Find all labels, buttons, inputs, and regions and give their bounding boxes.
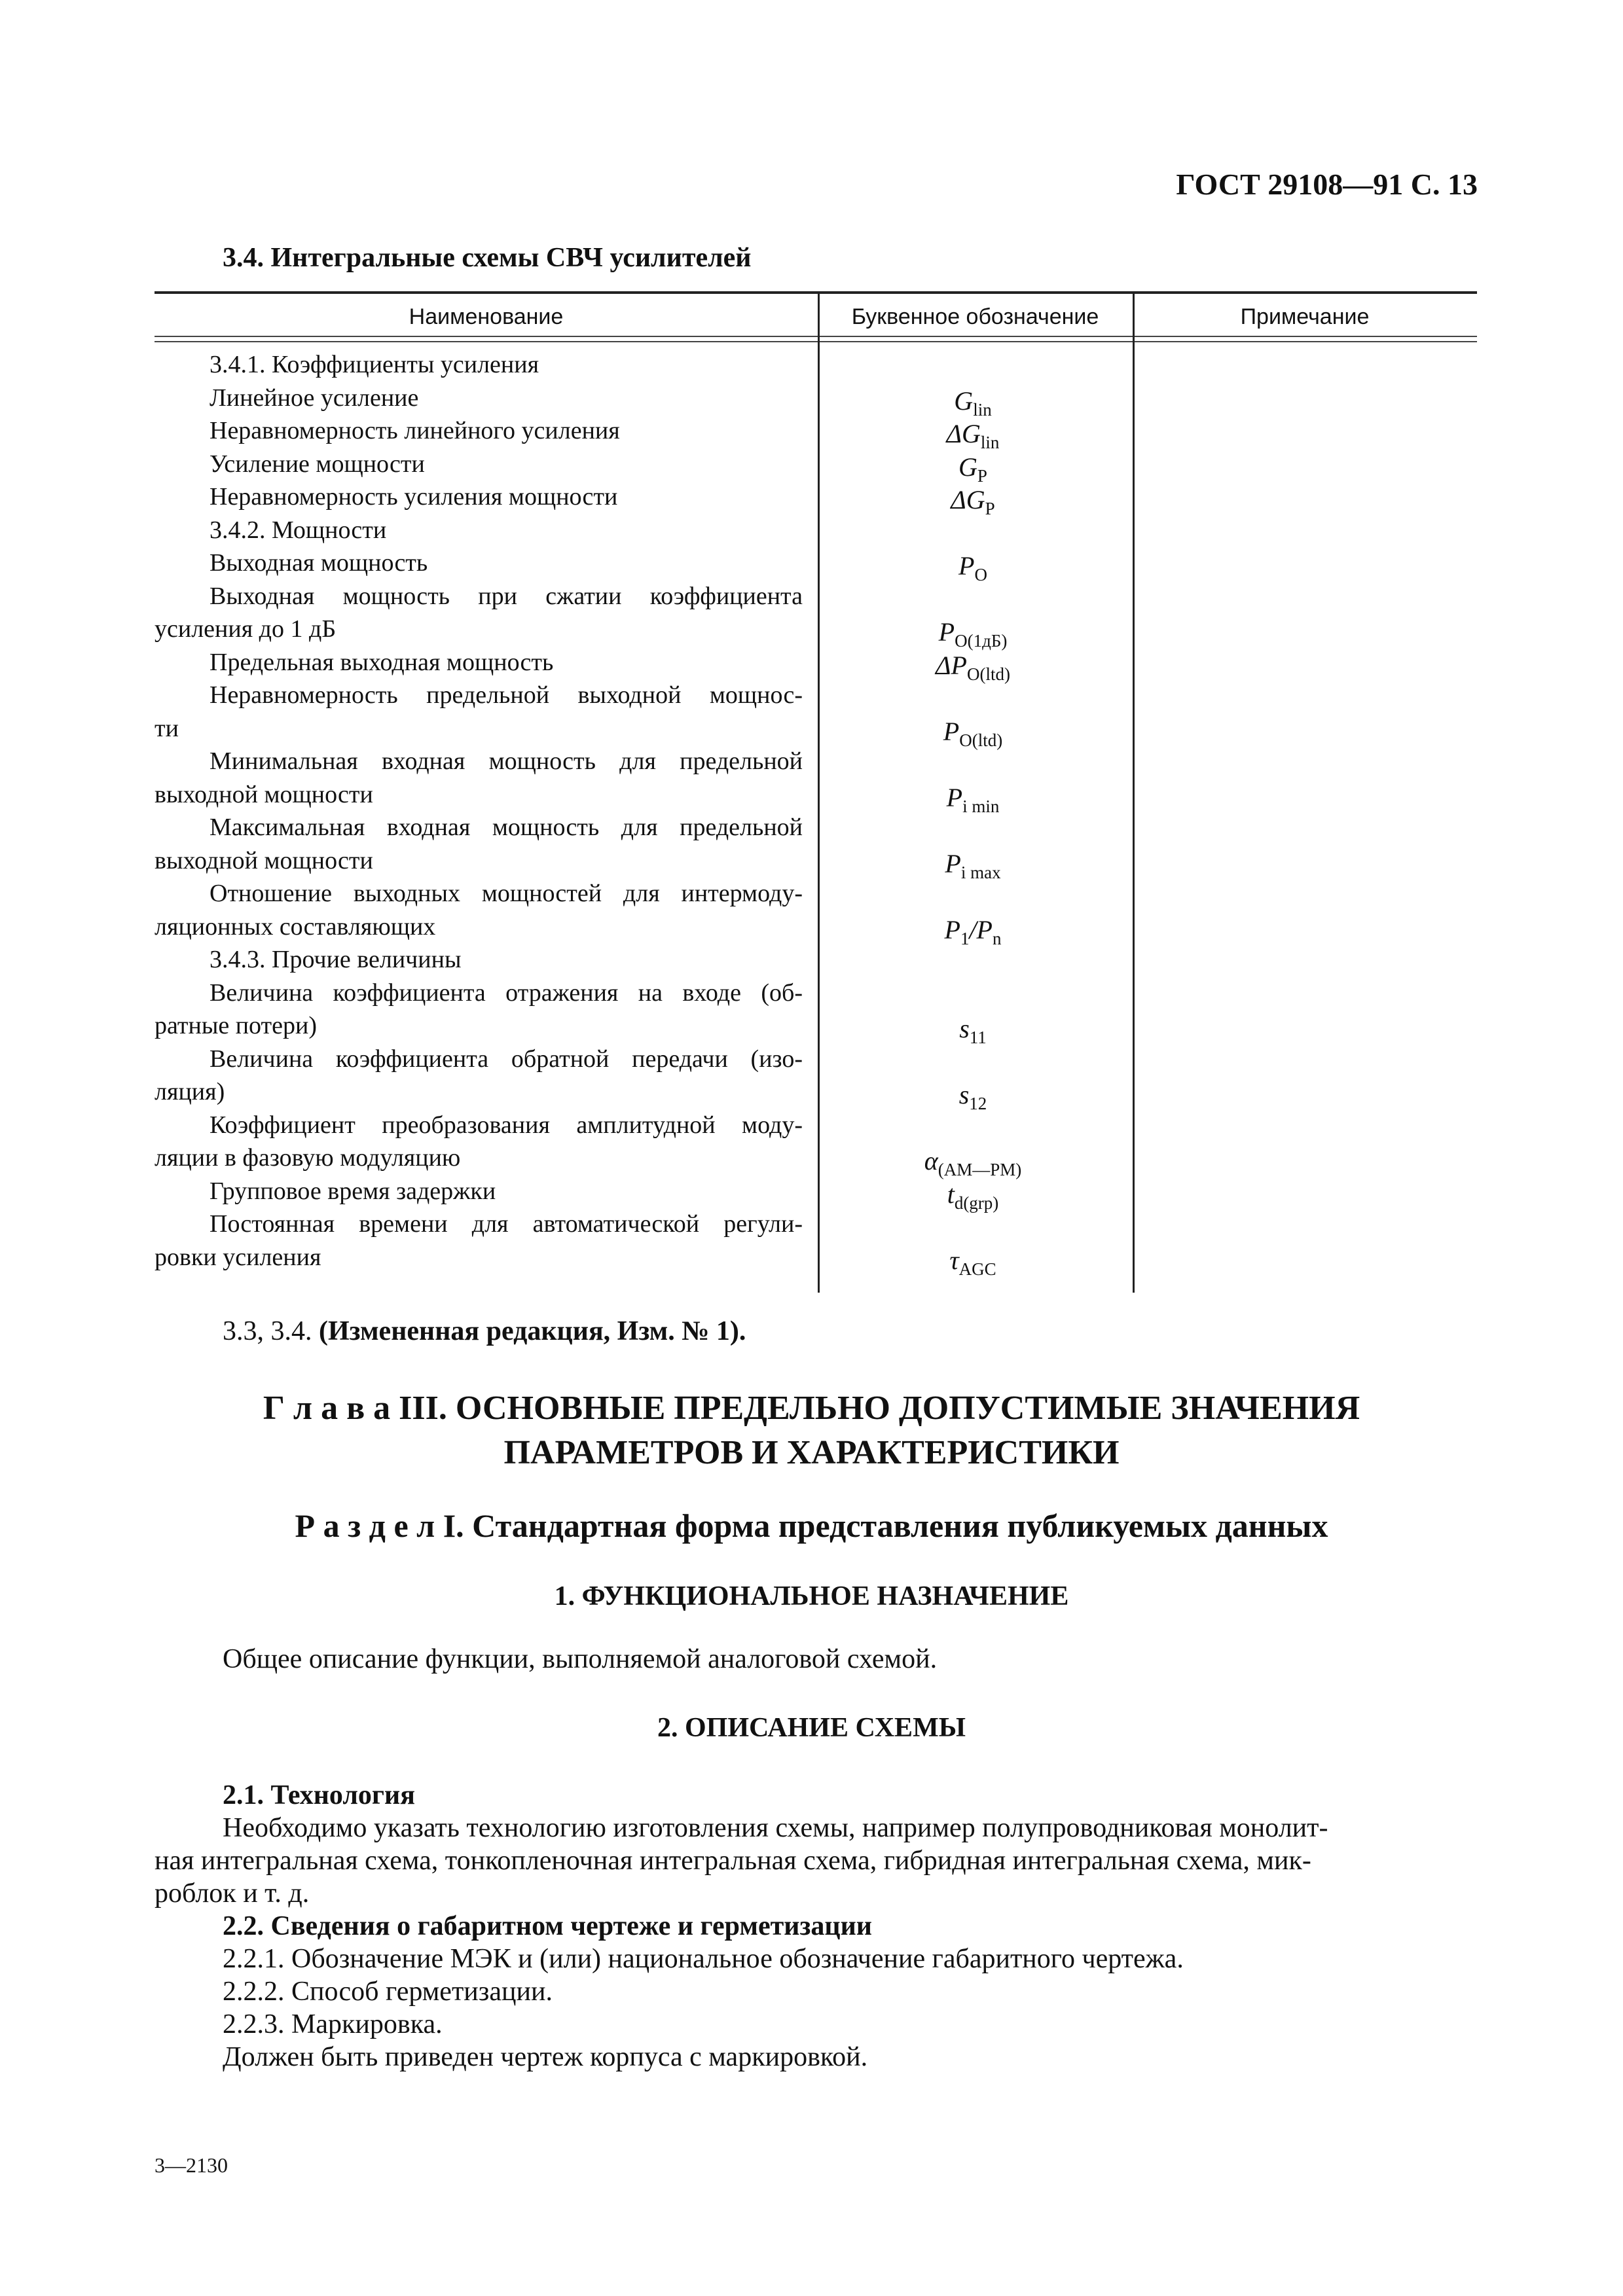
section21-line: Необходимо указать технологию изготовления схемы, например полупроводниковая монолит- (223, 1813, 1328, 1843)
section22-item: 2.2.1. Обозначение МЭК и (или) национальное обозначение габаритного чертежа. (223, 1944, 1184, 1974)
chapter-title-line1: Г л а в а III. ОСНОВНЫЕ ПРЕДЕЛЬНО ДОПУСТИМЫЕ ЗНАЧЕНИЯ (263, 1390, 1360, 1427)
section22-item: 2.2.2. Способ герметизации. (223, 1977, 553, 2007)
page-footer: 3—2130 (155, 2153, 228, 2177)
table-name-line: Групповое время задержки (210, 1177, 496, 1205)
table-name-line: выходной мощности (155, 780, 373, 808)
section22-item: Должен быть приведен чертеж корпуса с маркировкой. (223, 2042, 868, 2072)
amendment-prefix: 3.3, 3.4. (223, 1316, 312, 1346)
table-name-line: ляции в фазовую модуляцию (155, 1144, 461, 1172)
table-name-line: Минимальная входная мощность для предельной (210, 747, 803, 775)
table-name-line: ляционных составляющих (155, 912, 436, 941)
table-name-line: Максимальная входная мощность для предельной (210, 814, 803, 841)
table-symbol: $\tau_{AGC}$ (949, 1245, 996, 1279)
table-symbol: $P_1/P_n$ (944, 914, 1002, 948)
table-symbol: $\alpha_{(AM—PM)}$ (924, 1146, 1022, 1179)
table-symbol: $P_{O(1дБ)}$ (938, 617, 1008, 651)
table-symbol: $G_P$ (958, 452, 987, 486)
section22-title: 2.2. Сведения о габаритном чертеже и герметизации (223, 1911, 872, 1941)
table-name-line: Неравномерность усиления мощности (210, 483, 618, 511)
page-header: ГОСТ 29108—91 С. 13 (1176, 168, 1478, 201)
table-symbol: $P_{i min}$ (946, 782, 1000, 816)
section1-title: 1. ФУНКЦИОНАЛЬНОЕ НАЗНАЧЕНИЕ (554, 1581, 1069, 1611)
table-name-line: 3.4.1. Коэффициенты усиления (210, 351, 539, 378)
parameters-table (155, 291, 1477, 1293)
table-name-line: Выходная мощность (210, 549, 428, 577)
chapter-title-line2: ПАРАМЕТРОВ И ХАРАКТЕРИСТИКИ (503, 1434, 1120, 1471)
section21-line: ная интегральная схема, тонкопленочная интегральная схема, гибридная интегральная схема, мик- (155, 1846, 1311, 1876)
table-name-line: ратные потери) (155, 1012, 318, 1039)
table-name-line: Усиление мощности (210, 450, 425, 478)
table-name-line: Неравномерность предельной выходной мощнос- (210, 681, 803, 709)
table-name-line: Величина коэффициента отражения на входе (об- (210, 978, 803, 1007)
table-symbol: $P_O$ (958, 551, 987, 584)
table-name-line: Предельная выходная мощность (210, 648, 554, 676)
table-symbol: $G_{lin}$ (954, 386, 992, 420)
section1-text: Общее описание функции, выполняемой аналоговой схемой. (223, 1644, 938, 1674)
section22-list (223, 1943, 1184, 2073)
col-header-symbol: Буквенное обозначение (851, 304, 1099, 329)
table-name-line: 3.4.2. Мощности (210, 516, 387, 544)
section21-text (155, 1812, 1477, 1910)
table-symbol: $t_{d(grp)}$ (947, 1179, 999, 1213)
section2-title: 2. ОПИСАНИЕ СХЕМЫ (657, 1713, 966, 1743)
table-symbol: $s_{11}$ (959, 1014, 987, 1047)
table-symbol: $s_{12}$ (958, 1080, 987, 1113)
table-name-line: Выходная мощность при сжатии коэффициента (210, 582, 803, 610)
table-name-line: усиления до 1 дБ (155, 615, 337, 643)
table-name-line: Неравномерность линейного усиления (210, 417, 620, 444)
table-name-line: Постоянная времени для автоматической регули- (210, 1210, 803, 1238)
table-name-line: Величина коэффициента обратной передачи (изо- (210, 1045, 803, 1073)
table-name-line: Коэффициент преобразования амплитудной моду- (210, 1111, 803, 1139)
amendment-bold: (Измененная редакция, Изм. № 1). (319, 1316, 746, 1346)
table-name-line: Отношение выходных мощностей для интермоду- (210, 880, 803, 907)
col-header-name: Наименование (409, 304, 564, 329)
table-symbol: $P_{i max}$ (945, 848, 1001, 882)
table-header-rule-2 (155, 341, 1477, 342)
table-name-line: ровки усиления (155, 1243, 321, 1271)
table-name-line: Линейное усиление (210, 384, 419, 412)
section-title: 3.4. Интегральные схемы СВЧ усилителей (223, 243, 752, 273)
table-top-rule (155, 291, 1477, 294)
table-name-line: выходной мощности (155, 846, 373, 874)
col-header-note: Примечание (1240, 304, 1370, 329)
section22-item: 2.2.3. Маркировка. (223, 2009, 443, 2039)
table-header-rule (155, 336, 1477, 337)
table-symbol: $P_{O(ltd)}$ (943, 716, 1003, 750)
section21-line: роблок и т. д. (155, 1878, 310, 1909)
table-name-line: ти (155, 714, 179, 742)
table-symbol: $\Delta G_P$ (951, 485, 995, 518)
table-symbol: $\Delta G_{lin}$ (946, 419, 1000, 452)
razdel-title: Р а з д е л I. Стандартная форма представления публикуемых данных (295, 1507, 1328, 1544)
amendment-note (223, 1316, 746, 1347)
section21-title: 2.1. Технология (223, 1780, 415, 1810)
table-col-divider-2 (1133, 291, 1135, 1293)
table-name-line: 3.4.3. Прочие величины (210, 946, 462, 973)
table-name-line: ляция) (155, 1078, 225, 1105)
table-symbol: $\Delta P_{O(ltd)}$ (936, 650, 1010, 684)
